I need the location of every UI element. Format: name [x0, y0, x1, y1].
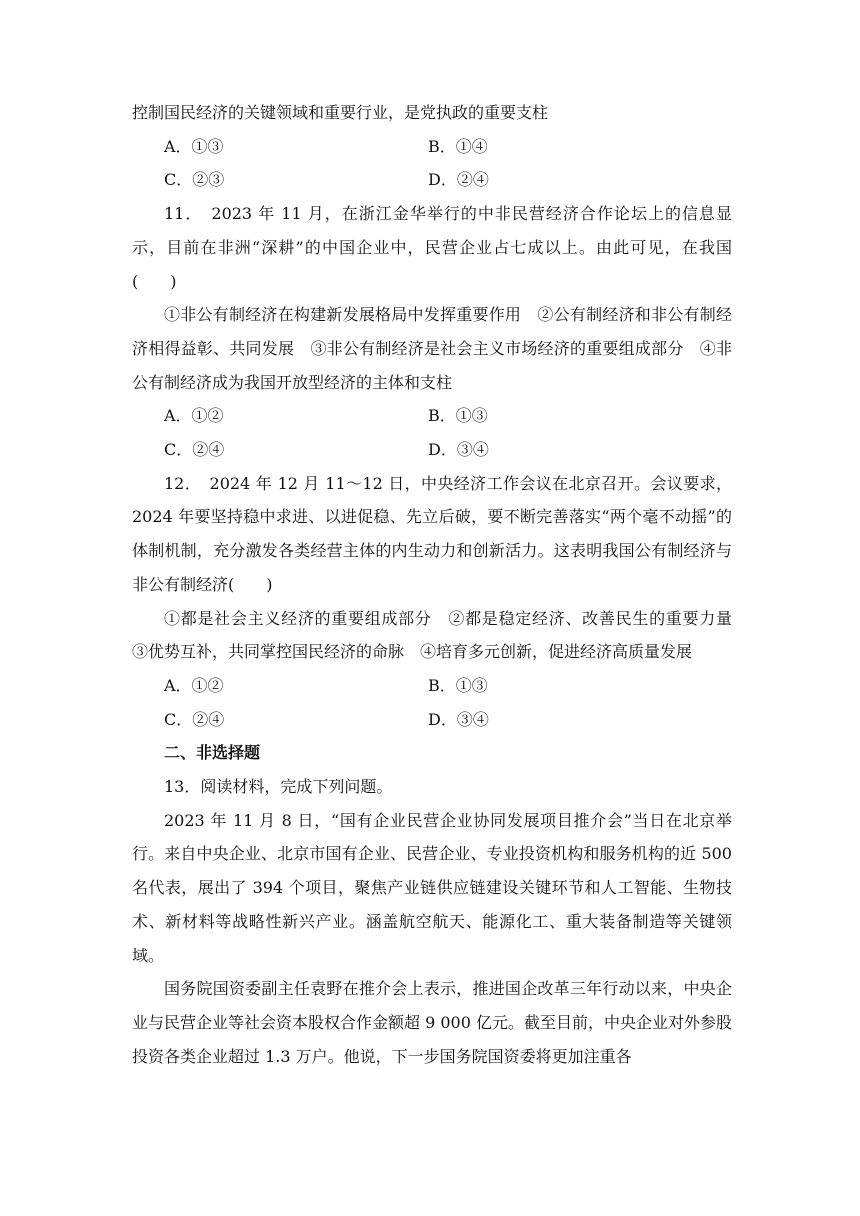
document-page: [132, 96, 749, 1073]
q12-stem: 12． 2024 年 12 月 11～12 日，中央经济工作会议在北京召开。会议要求，2024 年要坚持稳中求进、以进促稳、先立后破，要不断完善落实“两个毫不动摇”的体制机制，充分激发各类经营主体的内生动力和创新活力。这表明我国公有制经济与非公有制经济( ): [132, 473, 732, 594]
q13-material-paragraph-1: 2023 年 11 月 8 日，“国有企业民营企业协同发展项目推介会”当日在北京举行。来自中央企业、北京市国有企业、民营企业、专业投资机构和服务机构的近 500 名代表，展出了 394 个项目，聚焦产业链供应链建设关键环节和人工智能、生物技术、新材料等战略性新兴产业。涵盖航空航天、能源化工、重大装备制造等关键领域。: [132, 810, 732, 965]
q12-option-c[interactable]: C．②④: [164, 709, 225, 729]
q10-continuation: 控制国民经济的关键领域和重要行业，是党执政的重要支柱: [132, 103, 549, 122]
q11-statements: ①非公有制经济在构建新发展格局中发挥重要作用 ②公有制经济和非公有制经济相得益彰、共同发展 ③非公有制经济是社会主义市场经济的重要组成部分 ④非公有制经济成为我国开放型经济的主体和支柱: [132, 305, 732, 392]
q12-option-a[interactable]: A．①②: [164, 675, 224, 695]
q13-material-paragraph-2: 国务院国资委副主任袁野在推介会上表示，推进国企改革三年行动以来，中央企业与民营企业等社会资本股权合作金额超 9 000 亿元。截至目前，中央企业对外参股投资各类企业超过 1.3 万户。他说，下一步国务院国资委将更加注重各: [132, 979, 732, 1066]
q11-option-a[interactable]: A．①②: [164, 406, 224, 426]
q12-option-b[interactable]: B．①③: [428, 675, 488, 695]
q11-options-row-1: [132, 399, 732, 433]
q10-option-d[interactable]: D．②④: [428, 170, 489, 190]
q12-options-row-1: [132, 669, 732, 703]
q11-stem: 11． 2023 年 11 月，在浙江金华举行的中非民营经济合作论坛上的信息显示，目前在非洲“深耕”的中国企业中，民营企业占七成以上。由此可见，在我国( ): [132, 204, 732, 291]
q11-options-row-2: [132, 433, 732, 467]
q10-option-b[interactable]: B．①④: [428, 136, 488, 156]
section-heading: 二、非选择题: [164, 743, 261, 763]
q12-statements: ①都是社会主义经济的重要组成部分 ②都是稳定经济、改善民生的重要力量 ③优势互补，共同掌控国民经济的命脉 ④培育多元创新，促进经济高质量发展: [132, 608, 749, 662]
q10-option-c[interactable]: C．②③: [164, 170, 225, 190]
q10-option-a[interactable]: A．①③: [164, 136, 224, 156]
q11-option-b[interactable]: B．①③: [428, 406, 488, 426]
q11-option-c[interactable]: C．②④: [164, 440, 225, 460]
q12-option-d[interactable]: D．③④: [428, 709, 489, 729]
q13-stem: 13．阅读材料，完成下列问题。: [164, 777, 393, 797]
q10-options-row-2: [132, 163, 732, 197]
q10-options-row-1: [132, 130, 732, 164]
q12-options-row-2: [132, 703, 732, 737]
q11-option-d[interactable]: D．③④: [428, 440, 489, 460]
